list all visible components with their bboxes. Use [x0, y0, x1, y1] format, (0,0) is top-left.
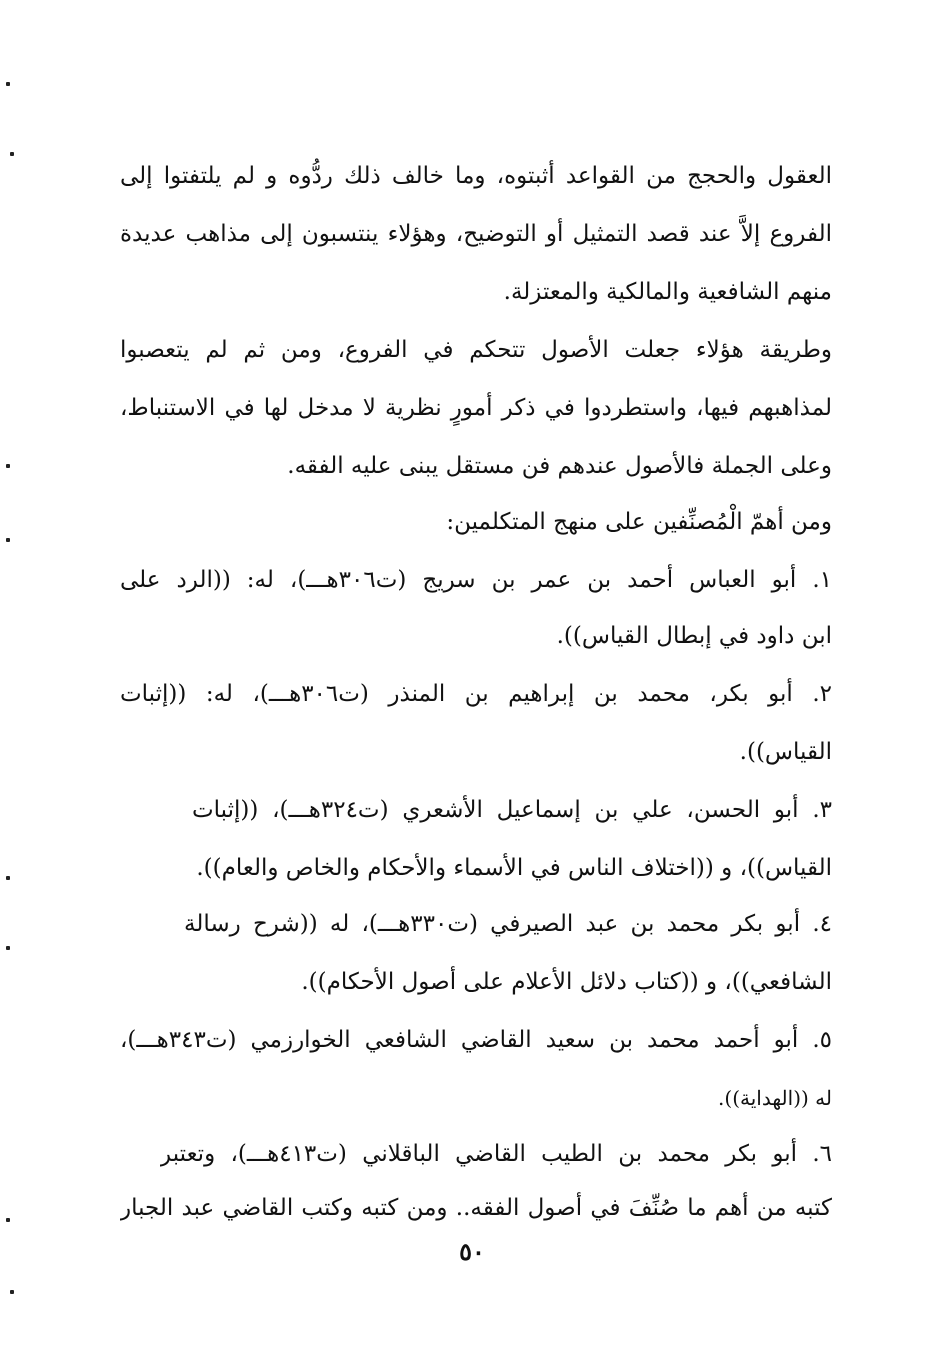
margin-mark — [10, 152, 14, 156]
margin-mark — [6, 876, 10, 880]
list-item-1-line-1: ١. أبو العباس أحمد بن عمر بن سريج (ت٣٠٦هـــ)، له: ((الرد على — [120, 567, 832, 593]
margin-mark — [10, 1290, 14, 1294]
margin-mark — [6, 1218, 10, 1222]
text-line-6: وعلى الجملة فالأصول عندهم فن مستقل يبنى عليه الفقه. — [287, 453, 832, 479]
text-line-5: لمذاهبهم فيها، واستطردوا في ذكر أمورٍ نظرية لا مدخل لها في الاستنباط، — [120, 395, 832, 421]
text-line-7: ومن أهمّ الْمُصنِّفين على منهج المتكلمين: — [446, 509, 832, 535]
page-number: ٥٠ — [459, 1237, 485, 1266]
list-item-6-line-1: ٦. أبو بكر محمد بن الطيب القاضي الباقلاني (ت٤١٣هـــ)، وتعتبر — [160, 1141, 832, 1167]
list-item-5-line-2: له ((الهداية)). — [718, 1086, 832, 1110]
margin-mark — [6, 464, 10, 468]
list-item-1-line-2: ابن داود في إبطال القياس)). — [556, 623, 832, 649]
margin-mark — [6, 946, 10, 950]
text-line-2: الفروع إلاَّ عند قصد التمثيل أو التوضيح، وهؤلاء ينتسبون إلى مذاهب عديدة — [120, 221, 832, 247]
list-item-2-line-2: القياس)). — [739, 739, 832, 765]
margin-mark — [6, 82, 10, 86]
list-item-3-line-1: ٣. أبو الحسن، علي بن إسماعيل الأشعري (ت٣٢٤هـــ)، ((إثبات — [192, 797, 832, 823]
text-line-1: العقول والحجج من القواعد أثبتوه، وما خالف ذلك ردُّوه و لم يلتفتوا إلى — [120, 163, 832, 189]
body-text — [120, 148, 832, 1228]
list-item-3-line-2: القياس))، و ((اختلاف الناس في الأسماء والأحكام والخاص والعام)). — [196, 855, 832, 881]
list-item-4-line-2: الشافعي))، و ((كتاب دلائل الأعلام على أصول الأحكام)). — [301, 969, 832, 995]
list-item-5-line-1: ٥. أبو أحمد محمد بن سعيد القاضي الشافعي الخوارزمي (ت٣٤٣هـــ)، — [120, 1027, 832, 1053]
list-item-2-line-1: ٢. أبو بكر، محمد بن إبراهيم بن المنذر (ت٣٠٦هـــ)، له: ((إثبات — [120, 681, 832, 707]
margin-mark — [6, 538, 10, 542]
text-line-3: منهم الشافعية والمالكية والمعتزلة. — [503, 279, 832, 305]
list-item-6-line-2: كتبه من أهم ما صُنِّفَ في أصول الفقه.. ومن كتبه وكتب القاضي عبد الجبار — [120, 1195, 832, 1221]
list-item-4-line-1: ٤. أبو بكر محمد بن عبد الصيرفي (ت٣٣٠هـــ)، له ((شرح رسالة — [184, 911, 832, 937]
text-line-4: وطريقة هؤلاء جعلت الأصول تتحكم في الفروع، ومن ثم لم يتعصبوا — [120, 337, 832, 363]
